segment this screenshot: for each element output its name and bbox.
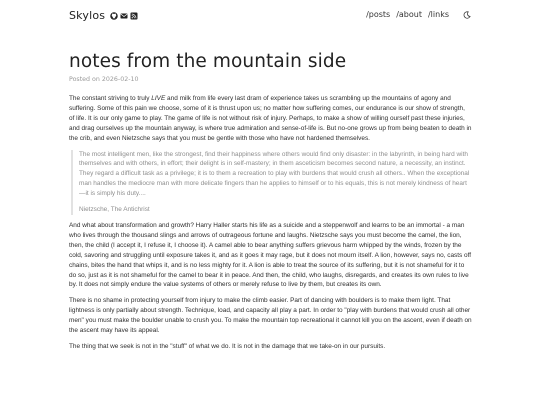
post-title: notes from the mountain side: [69, 51, 347, 72]
quote-citation: Nietzsche, The Antichrist: [79, 206, 150, 214]
site-title[interactable]: Skylos: [69, 9, 106, 22]
social-icons: [110, 12, 138, 20]
paragraph-4: The thing that we seek is not in the "stuff" of what we do. It is not in the damage that we take-on in our pursuits.: [69, 342, 386, 350]
emphasis-live: LIVE: [151, 95, 166, 102]
paragraph-1: The constant striving to truly LIVE and milk from life every last dram of experience takes us scrambling up the mountains of agony and suffering. Some of this pain we choose, some of it is thrust upon us; no matter how suffering comes, our endurance is our show of strength, of life. It is our only game to play. The game of life is not without risk of injury. Perhaps, to make a show of willing ourself past these injuries, and drag ourselves up the mountain anyway, is where true admiration and sense-of-life is. But no-one grows up from being beaten to death in the crib, and even Nietzsche says that you must be gentle with those who have not hardened themselves.: [69, 95, 472, 142]
paragraph-2: And what about transformation and growth? Harry Haller starts his life as a suicide and a steppenwolf and learns to be an immortal - a man who lives through the thousand slings and arrows of outrageous fortune and laughs. Nietzsche says you must become the camel, the lion, then, the child (I accept it, I refuse it, I choose it). A camel able to bear anything suffers grievous harm whipped by the winds, frozen by the cold, savoring and struggling until exposure takes it, and as it goes it may rage, but it does not mourn itself. A lion, however, says no, casts off chains, bites the hand that whips it, and is no less mighty for it. A lion is able to treat the source of its suffering, but it is not shameful for it to do so, just as it is not shameful for the camel to bear it in peace. And then, the child, who laughs, disregards, and creates its own rules to live by. It does not simply endure the value systems of others or merely refuse to live by them, but creates its own.: [69, 221, 472, 289]
paragraph-3: There is no shame in protecting yourself from injury to make the climb easier. Part of dancing with boulders is to make them light. That lightness is only partially about strength. Technique, load, and capacity all play a part. In order to "play with burdens that would crush all other men" you must make the boulder unable to crush you. To make the mountain top recreational it cannot kill you on the ascent, even if death on the ascent may have its appeal.: [69, 297, 472, 335]
nav-links[interactable]: /links: [427, 10, 449, 19]
post-date: Posted on 2026-02-10: [69, 76, 139, 83]
github-icon[interactable]: [110, 12, 118, 20]
brand: [69, 9, 138, 22]
post-body: [69, 94, 472, 352]
email-icon[interactable]: [120, 12, 128, 20]
moon-icon[interactable]: [463, 11, 471, 19]
blockquote: [71, 150, 472, 215]
main-nav: [366, 10, 471, 19]
quote-text: The most intelligent men, like the strongest, find their happiness where others would find only disaster: in the labyrinth, in being hard with themselves and with others, in effort; their delight is in self-mastery; in them asceticism becomes second nature, a necessity, an instinct. They regard a difficult task as a privilege; it is to them a recreation to play with burdens that would crush all others.. When the exceptional man handles the mediocre man with more delicate fingers than he applies to himself or to his equals, this is not merely kindness of heart—it is simply his duty....: [79, 150, 470, 198]
rss-icon[interactable]: [130, 12, 138, 20]
nav-posts[interactable]: /posts: [366, 10, 391, 19]
site-header: [69, 9, 471, 27]
nav-about[interactable]: /about: [396, 10, 422, 19]
